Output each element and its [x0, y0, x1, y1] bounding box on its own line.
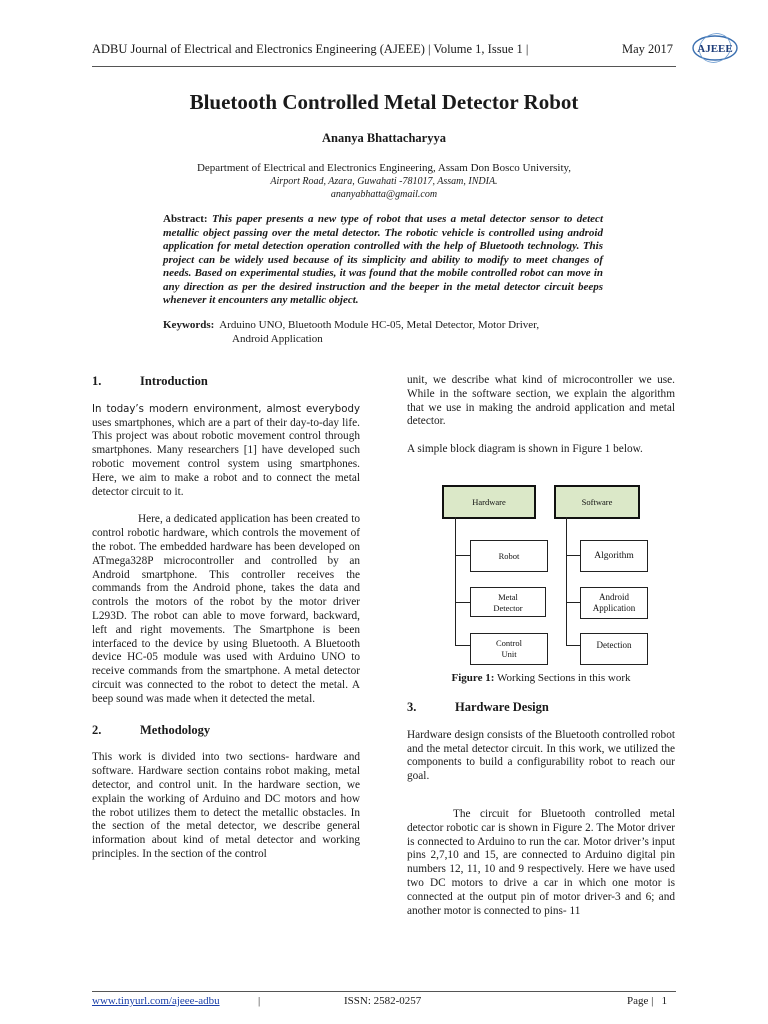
method-paragraph-2: A simple block diagram is shown in Figure 1 below.: [407, 443, 643, 456]
connector-line: [566, 645, 580, 646]
abstract-text: This paper presents a new type of robot that uses a metal detector sensor to detect metallic object passing over the metal detector. The robotic vehicle is controlled using android application for metal detection operation controlled with the help of Bluetooth technology. This project can be widely used because of its simplicity and ability to modify to meet changes of needs. Based on experimental studies, it was found that the mobile controlled robot can move in any direction as per the desired instruction and the beeper in the metal detector circuit beeps whenever it encounters any metallic object.: [163, 213, 603, 306]
abstract: [163, 213, 603, 308]
keywords-label: Keywords:: [163, 319, 215, 331]
method-paragraph-1: This work is divided into two sections- hardware and software. Hardware section contains robot making, metal detector, and control unit. In the hardware section, we explain the working of Arduino and DC motors and how the robot utilizes them to detect the metallic obstacles. In the section of the metal detector, we describe general information about kind of metal detector and working principles. In the section of the control: [92, 751, 360, 860]
issue-date: May 2017: [622, 42, 674, 56]
department: Department of Electrical and Electronics Engineering, Assam Don Bosco University,: [196, 162, 572, 174]
footer-divider: [92, 991, 676, 992]
connector-line: [455, 555, 470, 556]
section-number: 2.: [92, 722, 102, 737]
intro-body-text: uses smartphones, which are a part of their day-to-day life. This project was about robotic movement control through smartphones. Many researchers [1] have developed such robotic movement control system using smartphones. Here, we aim to make a robot and to connect the metal detector circuit to it.: [92, 416, 360, 498]
metal-detector-label: Metal Detector: [493, 591, 523, 613]
right-column-top: [407, 374, 675, 457]
robot-box: Robot: [470, 540, 548, 572]
connector-line: [566, 555, 580, 556]
section-method-heading: [92, 724, 360, 738]
detection-box: Detection: [580, 633, 648, 665]
hardware-paragraph-1: Hardware design consists of the Bluetooth controlled robot and the metal detector circuit. In this work, we utilized the components to build a configurability robot to reach our goal.: [407, 728, 675, 783]
metal-detector-box: [470, 587, 546, 617]
caption-text: Working Sections in this work: [496, 672, 631, 684]
intro-lead-text: In today’s modern environment, almost everybody: [92, 403, 360, 415]
keywords: [163, 319, 603, 346]
journal-url-link[interactable]: www.tinyurl.com/ajeee-adbu: [92, 995, 220, 1007]
control-unit-box: [470, 633, 548, 665]
logo-text: AJEEE: [697, 43, 733, 55]
header-divider: [92, 66, 676, 67]
page-number: [627, 995, 667, 1007]
connector-line: [455, 645, 470, 646]
hardware-box: Hardware: [442, 485, 536, 519]
left-column: [92, 375, 360, 862]
section-number: 3.: [407, 700, 417, 714]
method-paragraph-1-cont: unit, we describe what kind of microcontroller we use. While in the software section, we explain the algorithm that we use in making the android application and metal detector.: [407, 374, 675, 428]
intro-paragraph-1: [92, 403, 360, 500]
control-unit-label: Control Unit: [496, 638, 522, 659]
address: Airport Road, Azara, Guwahati -781017, Assam, INDIA.: [270, 176, 498, 187]
footer-separator: |: [258, 995, 261, 1007]
abstract-label: Abstract:: [163, 213, 208, 225]
section-hardware-heading: [407, 701, 675, 715]
connector-line: [455, 517, 456, 645]
connector-line: [455, 602, 470, 603]
hardware-paragraph-2: The circuit for Bluetooth controlled metal detector robotic car is shown in Figure 2. The Motor driver is connected to Arduino to run the car. Motor driver’s input pins 2,7,10 and 15, are connected to Arduino digital pin numbers 12, 11, 10 and 9 respectively. Here we have used two DC motors to drive a car in which one motor is connected at the output pin of motor driver-3 and 6; and another motor is connected to pins- 11: [407, 807, 675, 917]
page-label: Page |: [627, 995, 654, 1007]
connector-line: [566, 517, 567, 645]
email: ananyabhatta@gmail.com: [330, 189, 438, 200]
section-title: Introduction: [140, 374, 208, 388]
page-value: 1: [661, 995, 668, 1007]
android-application-box: [580, 587, 648, 619]
keywords-line2: Android Application: [232, 332, 323, 345]
caption-label: Figure 1:: [451, 672, 495, 684]
section-intro-heading: [92, 375, 360, 389]
journal-logo: [690, 32, 740, 64]
figure-1-diagram: [428, 485, 650, 667]
paper-title: Bluetooth Controlled Metal Detector Robot: [189, 90, 579, 114]
intro-paragraph-2: Here, a dedicated application has been created to control robotic hardware, which controls the movement of the robot. The embedded hardware has been developed on ATmega328P microcontroller and controlled by an Android smartphone. This controller receives the commands from the Android phone, takes the data and controls the motors of the robot by the motor driver L293D. The robot can able to move forward, backward, left and right movements. The Smartphone is been interfaced to the device by using Bluetooth. A Bluetooth device HC-05 module was used with Arduino UNO to receive commands from the smartphone. A metal detector circuit was connected to the robot to detect the metal. A beep sound was made when it detected the metal.: [92, 513, 360, 705]
section-title: Hardware Design: [455, 700, 549, 714]
issn: ISSN: 2582-0257: [344, 995, 422, 1007]
figure-1-caption: [407, 672, 675, 684]
software-box: Software: [554, 485, 640, 519]
section-number: 1.: [92, 374, 102, 388]
right-column-bottom: [407, 701, 675, 918]
keywords-line1: Arduino UNO, Bluetooth Module HC-05, Metal Detector, Motor Driver,: [219, 319, 540, 331]
android-application-label: Android Application: [592, 592, 636, 613]
connector-line: [566, 602, 580, 603]
algorithm-box: Algorithm: [580, 540, 648, 572]
author-name: Ananya Bhattacharyya: [322, 131, 446, 145]
journal-header: ADBU Journal of Electrical and Electronics Engineering (AJEEE) | Volume 1, Issue 1 |: [92, 42, 529, 56]
affiliation: [0, 162, 768, 201]
section-title: Methodology: [140, 722, 211, 737]
